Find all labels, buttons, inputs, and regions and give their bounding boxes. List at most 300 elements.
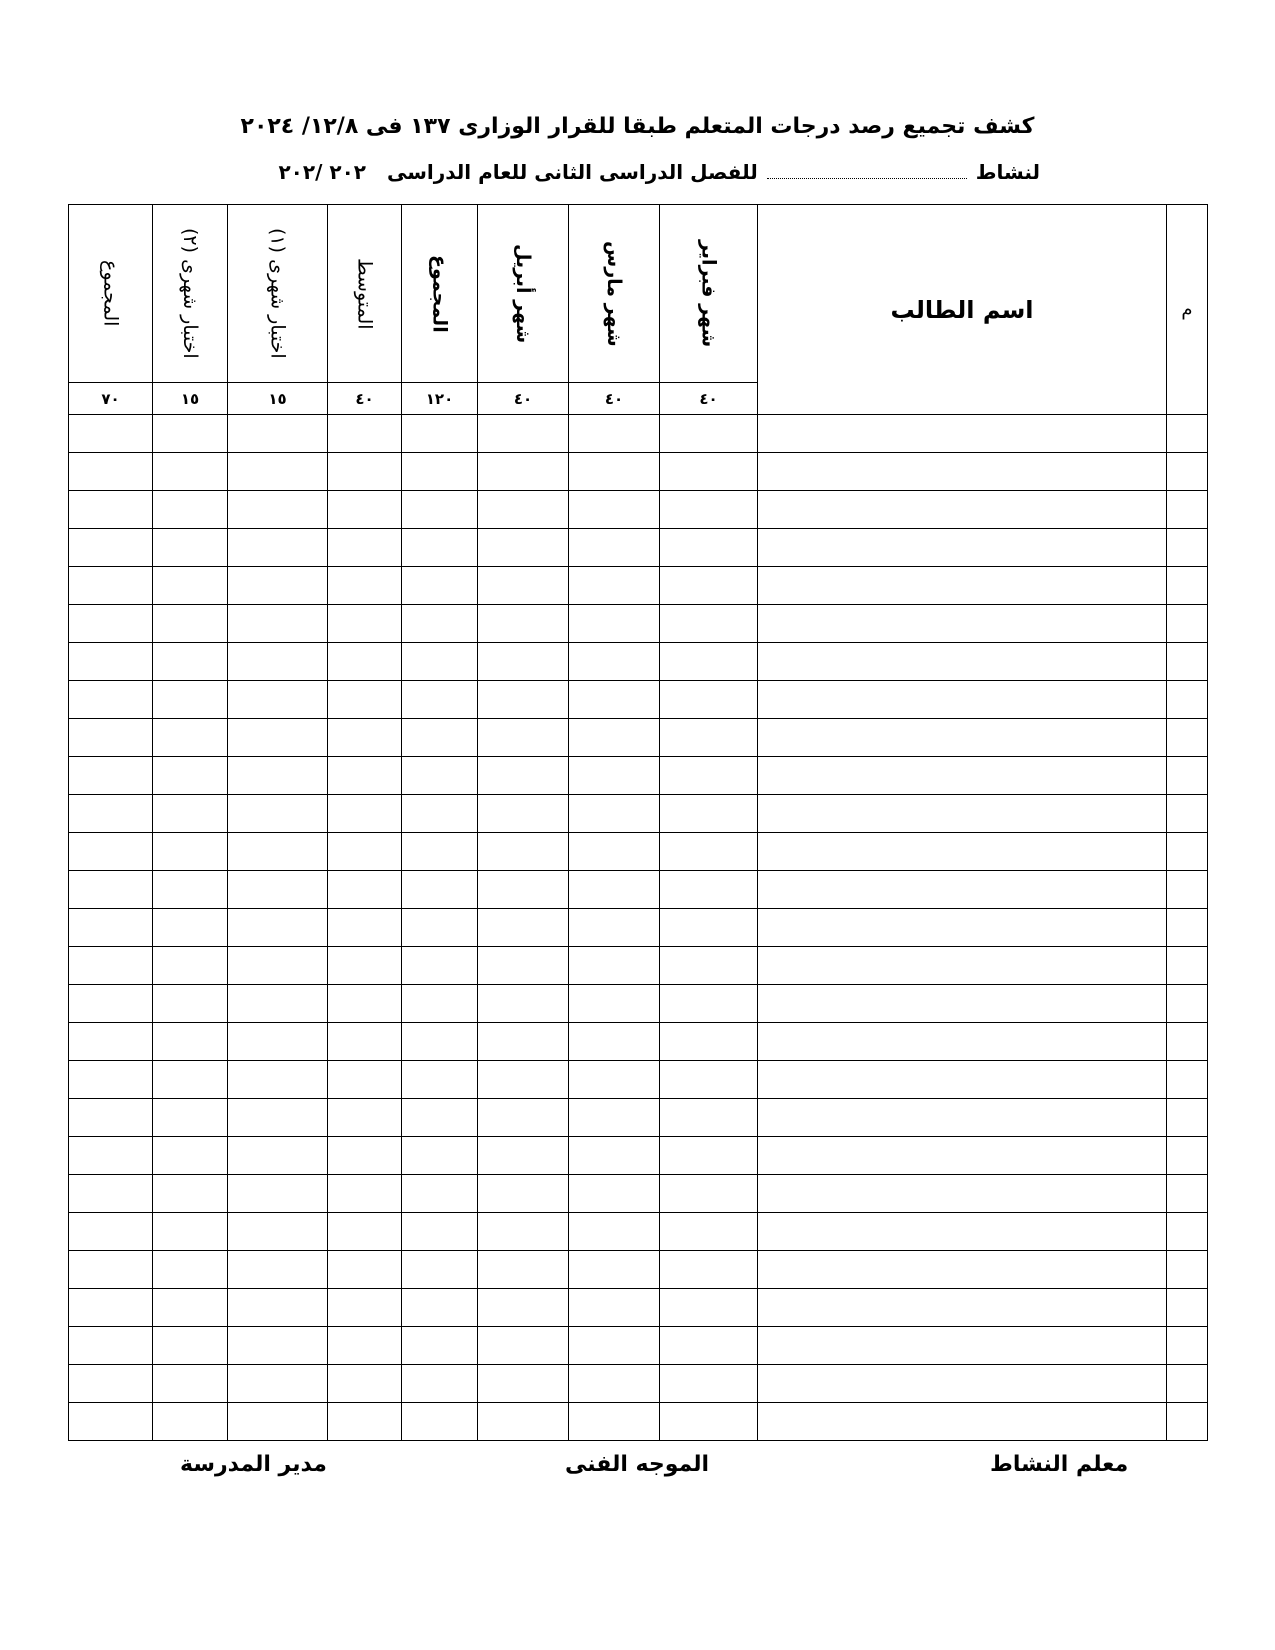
table-cell[interactable] <box>402 947 478 985</box>
table-cell[interactable] <box>328 529 402 567</box>
table-cell[interactable] <box>758 1213 1167 1251</box>
table-cell[interactable] <box>660 643 758 681</box>
table-cell[interactable] <box>478 605 569 643</box>
table-cell[interactable] <box>758 681 1167 719</box>
table-cell[interactable] <box>69 1061 153 1099</box>
table-cell[interactable] <box>328 719 402 757</box>
table-cell[interactable] <box>69 1403 153 1441</box>
table-cell[interactable] <box>228 453 328 491</box>
table-cell[interactable] <box>228 947 328 985</box>
table-row <box>69 1061 1208 1099</box>
table-cell[interactable] <box>153 757 228 795</box>
table-cell[interactable] <box>758 871 1167 909</box>
table-cell[interactable] <box>69 605 153 643</box>
table-cell[interactable] <box>402 1061 478 1099</box>
table-cell[interactable] <box>660 1251 758 1289</box>
table-cell[interactable] <box>153 567 228 605</box>
table-cell[interactable] <box>402 1137 478 1175</box>
table-cell[interactable] <box>569 1403 660 1441</box>
table-cell[interactable] <box>478 1403 569 1441</box>
table-cell[interactable] <box>328 833 402 871</box>
table-cell[interactable] <box>478 1023 569 1061</box>
table-cell[interactable] <box>1167 453 1208 491</box>
table-cell[interactable] <box>1167 605 1208 643</box>
table-cell[interactable] <box>228 529 328 567</box>
table-cell[interactable] <box>402 605 478 643</box>
table-cell[interactable] <box>153 909 228 947</box>
table-cell[interactable] <box>69 1327 153 1365</box>
table-cell[interactable] <box>478 491 569 529</box>
table-cell[interactable] <box>569 719 660 757</box>
table-cell[interactable] <box>328 795 402 833</box>
table-cell[interactable] <box>478 1251 569 1289</box>
table-cell[interactable] <box>660 833 758 871</box>
table-cell[interactable] <box>569 1365 660 1403</box>
table-cell[interactable] <box>758 567 1167 605</box>
table-cell[interactable] <box>569 491 660 529</box>
table-cell[interactable] <box>478 719 569 757</box>
table-cell[interactable] <box>402 833 478 871</box>
table-row <box>69 833 1208 871</box>
table-cell[interactable] <box>228 567 328 605</box>
table-cell[interactable] <box>228 415 328 453</box>
table-cell[interactable] <box>1167 1213 1208 1251</box>
table-cell[interactable] <box>660 795 758 833</box>
table-cell[interactable] <box>228 1327 328 1365</box>
table-cell[interactable] <box>153 1327 228 1365</box>
table-cell[interactable] <box>758 757 1167 795</box>
table-cell[interactable] <box>328 1403 402 1441</box>
table-cell[interactable] <box>69 681 153 719</box>
table-cell[interactable] <box>69 1137 153 1175</box>
table-cell[interactable] <box>569 529 660 567</box>
table-cell[interactable] <box>758 833 1167 871</box>
table-cell[interactable] <box>153 1365 228 1403</box>
table-cell[interactable] <box>1167 795 1208 833</box>
table-cell[interactable] <box>660 1327 758 1365</box>
table-cell[interactable] <box>1167 1099 1208 1137</box>
table-cell[interactable] <box>758 643 1167 681</box>
table-cell[interactable] <box>660 1099 758 1137</box>
table-cell[interactable] <box>1167 643 1208 681</box>
table-cell[interactable] <box>328 681 402 719</box>
table-row <box>69 415 1208 453</box>
table-cell[interactable] <box>569 1175 660 1213</box>
table-row <box>69 681 1208 719</box>
table-cell[interactable] <box>758 529 1167 567</box>
table-cell[interactable] <box>153 415 228 453</box>
table-cell[interactable] <box>478 1213 569 1251</box>
teacher-signature-label: معلم النشاط <box>990 1452 1129 1477</box>
table-cell[interactable] <box>153 833 228 871</box>
table-row <box>69 757 1208 795</box>
max-average: ٤٠ <box>328 383 402 415</box>
table-cell[interactable] <box>660 985 758 1023</box>
table-cell[interactable] <box>402 643 478 681</box>
table-cell[interactable] <box>228 871 328 909</box>
table-cell[interactable] <box>660 1175 758 1213</box>
table-cell[interactable] <box>153 1403 228 1441</box>
table-cell[interactable] <box>758 1365 1167 1403</box>
table-cell[interactable] <box>569 605 660 643</box>
table-cell[interactable] <box>69 1099 153 1137</box>
table-cell[interactable] <box>153 719 228 757</box>
table-cell[interactable] <box>228 1213 328 1251</box>
table-cell[interactable] <box>328 909 402 947</box>
table-cell[interactable] <box>153 1213 228 1251</box>
table-cell[interactable] <box>478 795 569 833</box>
table-cell[interactable] <box>153 1061 228 1099</box>
table-cell[interactable] <box>478 1327 569 1365</box>
table-cell[interactable] <box>153 453 228 491</box>
table-cell[interactable] <box>569 1137 660 1175</box>
table-cell[interactable] <box>69 567 153 605</box>
table-cell[interactable] <box>478 1061 569 1099</box>
table-cell[interactable] <box>402 415 478 453</box>
table-cell[interactable] <box>569 1099 660 1137</box>
table-cell[interactable] <box>69 795 153 833</box>
table-cell[interactable] <box>1167 1289 1208 1327</box>
table-cell[interactable] <box>660 1289 758 1327</box>
table-cell[interactable] <box>328 643 402 681</box>
table-cell[interactable] <box>660 529 758 567</box>
max-monthly-test-2: ١٥ <box>153 383 228 415</box>
col-header-total: المجموع <box>402 205 478 383</box>
table-cell[interactable] <box>660 1023 758 1061</box>
table-row <box>69 795 1208 833</box>
col-header-average: المتوسط <box>328 205 402 383</box>
table-cell[interactable] <box>228 1175 328 1213</box>
table-cell[interactable] <box>153 605 228 643</box>
table-cell[interactable] <box>758 605 1167 643</box>
table-cell[interactable] <box>1167 757 1208 795</box>
table-cell[interactable] <box>569 1251 660 1289</box>
table-cell[interactable] <box>569 795 660 833</box>
table-cell[interactable] <box>758 1403 1167 1441</box>
table-cell[interactable] <box>478 757 569 795</box>
table-cell[interactable] <box>660 947 758 985</box>
table-cell[interactable] <box>328 947 402 985</box>
table-cell[interactable] <box>569 453 660 491</box>
table-cell[interactable] <box>758 1023 1167 1061</box>
table-cell[interactable] <box>153 985 228 1023</box>
table-cell[interactable] <box>758 1289 1167 1327</box>
table-cell[interactable] <box>328 1213 402 1251</box>
table-cell[interactable] <box>478 909 569 947</box>
table-cell[interactable] <box>660 453 758 491</box>
table-cell[interactable] <box>758 1251 1167 1289</box>
table-row <box>69 643 1208 681</box>
table-cell[interactable] <box>1167 719 1208 757</box>
table-cell[interactable] <box>69 719 153 757</box>
table-cell[interactable] <box>569 1061 660 1099</box>
col-header-february: شهر فبراير <box>660 205 758 383</box>
table-cell[interactable] <box>660 1137 758 1175</box>
table-cell[interactable] <box>69 1251 153 1289</box>
table-cell[interactable] <box>153 1099 228 1137</box>
table-cell[interactable] <box>1167 567 1208 605</box>
table-cell[interactable] <box>328 1175 402 1213</box>
table-cell[interactable] <box>328 985 402 1023</box>
table-cell[interactable] <box>402 1023 478 1061</box>
table-cell[interactable] <box>228 605 328 643</box>
table-cell[interactable] <box>758 985 1167 1023</box>
table-cell[interactable] <box>478 529 569 567</box>
table-cell[interactable] <box>569 871 660 909</box>
table-cell[interactable] <box>758 1175 1167 1213</box>
grades-table <box>68 204 1208 1441</box>
table-cell[interactable] <box>660 909 758 947</box>
table-cell[interactable] <box>69 985 153 1023</box>
max-april: ٤٠ <box>478 383 569 415</box>
table-cell[interactable] <box>153 1175 228 1213</box>
table-cell[interactable] <box>402 529 478 567</box>
table-cell[interactable] <box>69 1365 153 1403</box>
table-row <box>69 1289 1208 1327</box>
table-cell[interactable] <box>1167 491 1208 529</box>
table-cell[interactable] <box>478 415 569 453</box>
table-cell[interactable] <box>478 1289 569 1327</box>
table-cell[interactable] <box>1167 985 1208 1023</box>
table-cell[interactable] <box>569 1213 660 1251</box>
table-cell[interactable] <box>1167 681 1208 719</box>
table-cell[interactable] <box>402 1365 478 1403</box>
table-cell[interactable] <box>228 1099 328 1137</box>
table-cell[interactable] <box>402 985 478 1023</box>
table-cell[interactable] <box>69 643 153 681</box>
table-cell[interactable] <box>569 909 660 947</box>
table-cell[interactable] <box>69 529 153 567</box>
table-cell[interactable] <box>660 567 758 605</box>
table-cell[interactable] <box>1167 833 1208 871</box>
table-cell[interactable] <box>228 1061 328 1099</box>
table-cell[interactable] <box>402 1251 478 1289</box>
table-cell[interactable] <box>153 1137 228 1175</box>
table-cell[interactable] <box>153 795 228 833</box>
table-cell[interactable] <box>660 605 758 643</box>
table-cell[interactable] <box>1167 1365 1208 1403</box>
table-cell[interactable] <box>478 1137 569 1175</box>
table-cell[interactable] <box>153 1289 228 1327</box>
table-cell[interactable] <box>758 1099 1167 1137</box>
table-cell[interactable] <box>69 1289 153 1327</box>
table-cell[interactable] <box>660 1403 758 1441</box>
table-cell[interactable] <box>328 415 402 453</box>
table-cell[interactable] <box>69 909 153 947</box>
table-cell[interactable] <box>328 757 402 795</box>
table-cell[interactable] <box>1167 1403 1208 1441</box>
table-cell[interactable] <box>402 795 478 833</box>
table-cell[interactable] <box>69 415 153 453</box>
table-cell[interactable] <box>328 491 402 529</box>
col-header-number: م <box>1167 205 1208 415</box>
table-cell[interactable] <box>228 681 328 719</box>
table-cell[interactable] <box>478 1099 569 1137</box>
table-cell[interactable] <box>228 1289 328 1327</box>
table-cell[interactable] <box>402 453 478 491</box>
table-cell[interactable] <box>153 1023 228 1061</box>
table-cell[interactable] <box>660 871 758 909</box>
table-cell[interactable] <box>478 681 569 719</box>
table-cell[interactable] <box>328 1289 402 1327</box>
table-cell[interactable] <box>228 795 328 833</box>
table-cell[interactable] <box>1167 529 1208 567</box>
col-header-march: شهر مارس <box>569 205 660 383</box>
table-cell[interactable] <box>228 643 328 681</box>
table-cell[interactable] <box>328 1251 402 1289</box>
table-cell[interactable] <box>328 1023 402 1061</box>
table-cell[interactable] <box>1167 1175 1208 1213</box>
table-cell[interactable] <box>758 909 1167 947</box>
table-cell[interactable] <box>660 719 758 757</box>
table-cell[interactable] <box>1167 1137 1208 1175</box>
table-cell[interactable] <box>328 453 402 491</box>
table-cell[interactable] <box>758 415 1167 453</box>
table-cell[interactable] <box>660 415 758 453</box>
col-header-total-final: المجموع <box>69 205 153 383</box>
table-cell[interactable] <box>1167 1061 1208 1099</box>
table-cell[interactable] <box>1167 871 1208 909</box>
table-cell[interactable] <box>402 1175 478 1213</box>
table-cell[interactable] <box>402 1403 478 1441</box>
table-cell[interactable] <box>569 757 660 795</box>
table-cell[interactable] <box>1167 1023 1208 1061</box>
table-cell[interactable] <box>328 1137 402 1175</box>
table-cell[interactable] <box>228 491 328 529</box>
table-cell[interactable] <box>328 1327 402 1365</box>
table-row <box>69 1327 1208 1365</box>
table-cell[interactable] <box>402 719 478 757</box>
table-cell[interactable] <box>153 529 228 567</box>
table-cell[interactable] <box>402 909 478 947</box>
table-cell[interactable] <box>402 1289 478 1327</box>
table-cell[interactable] <box>69 1175 153 1213</box>
table-cell[interactable] <box>758 491 1167 529</box>
table-cell[interactable] <box>569 985 660 1023</box>
table-cell[interactable] <box>69 453 153 491</box>
table-cell[interactable] <box>228 719 328 757</box>
table-cell[interactable] <box>758 795 1167 833</box>
table-cell[interactable] <box>228 909 328 947</box>
table-cell[interactable] <box>328 567 402 605</box>
table-cell[interactable] <box>328 605 402 643</box>
table-cell[interactable] <box>69 833 153 871</box>
table-cell[interactable] <box>228 1137 328 1175</box>
table-cell[interactable] <box>569 1289 660 1327</box>
table-cell[interactable] <box>660 1213 758 1251</box>
table-cell[interactable] <box>402 1099 478 1137</box>
table-cell[interactable] <box>153 947 228 985</box>
principal-signature-label: مدير المدرسة <box>180 1452 327 1477</box>
table-cell[interactable] <box>758 947 1167 985</box>
table-cell[interactable] <box>153 871 228 909</box>
table-row <box>69 491 1208 529</box>
table-cell[interactable] <box>228 1403 328 1441</box>
table-cell[interactable] <box>758 1327 1167 1365</box>
table-cell[interactable] <box>1167 947 1208 985</box>
table-cell[interactable] <box>478 1175 569 1213</box>
table-row <box>69 1137 1208 1175</box>
table-cell[interactable] <box>69 1213 153 1251</box>
table-cell[interactable] <box>69 871 153 909</box>
table-cell[interactable] <box>478 871 569 909</box>
table-cell[interactable] <box>402 871 478 909</box>
max-monthly-test-1: ١٥ <box>228 383 328 415</box>
table-cell[interactable] <box>1167 909 1208 947</box>
table-cell[interactable] <box>569 833 660 871</box>
table-cell[interactable] <box>1167 1327 1208 1365</box>
table-cell[interactable] <box>228 1023 328 1061</box>
table-cell[interactable] <box>478 453 569 491</box>
table-row <box>69 909 1208 947</box>
table-cell[interactable] <box>569 415 660 453</box>
table-cell[interactable] <box>1167 1251 1208 1289</box>
table-cell[interactable] <box>153 1251 228 1289</box>
table-cell[interactable] <box>660 681 758 719</box>
table-cell[interactable] <box>153 681 228 719</box>
table-cell[interactable] <box>153 643 228 681</box>
table-cell[interactable] <box>660 1365 758 1403</box>
table-cell[interactable] <box>402 757 478 795</box>
table-cell[interactable] <box>660 491 758 529</box>
subtitle-line <box>222 160 1040 184</box>
table-cell[interactable] <box>228 833 328 871</box>
table-cell[interactable] <box>153 491 228 529</box>
table-cell[interactable] <box>569 1023 660 1061</box>
table-cell[interactable] <box>569 681 660 719</box>
table-cell[interactable] <box>69 947 153 985</box>
table-cell[interactable] <box>758 453 1167 491</box>
table-cell[interactable] <box>69 757 153 795</box>
table-cell[interactable] <box>569 947 660 985</box>
table-cell[interactable] <box>660 1061 758 1099</box>
table-cell[interactable] <box>402 567 478 605</box>
table-row <box>69 1213 1208 1251</box>
table-cell[interactable] <box>478 947 569 985</box>
table-cell[interactable] <box>758 1137 1167 1175</box>
table-cell[interactable] <box>328 1061 402 1099</box>
table-cell[interactable] <box>228 985 328 1023</box>
table-cell[interactable] <box>478 1365 569 1403</box>
table-cell[interactable] <box>478 567 569 605</box>
table-cell[interactable] <box>660 757 758 795</box>
col-header-monthly-test-1: اختبار شهرى (١) <box>228 205 328 383</box>
table-cell[interactable] <box>328 1099 402 1137</box>
table-cell[interactable] <box>402 1327 478 1365</box>
table-cell[interactable] <box>758 1061 1167 1099</box>
table-cell[interactable] <box>478 643 569 681</box>
table-cell[interactable] <box>228 757 328 795</box>
table-cell[interactable] <box>758 719 1167 757</box>
table-cell[interactable] <box>478 833 569 871</box>
table-cell[interactable] <box>328 871 402 909</box>
table-cell[interactable] <box>402 491 478 529</box>
table-cell[interactable] <box>228 1251 328 1289</box>
table-cell[interactable] <box>478 985 569 1023</box>
table-cell[interactable] <box>1167 415 1208 453</box>
table-cell[interactable] <box>69 1023 153 1061</box>
table-cell[interactable] <box>328 1365 402 1403</box>
table-cell[interactable] <box>402 1213 478 1251</box>
table-cell[interactable] <box>402 681 478 719</box>
activity-label: لنشاط <box>975 160 1040 184</box>
table-cell[interactable] <box>569 1327 660 1365</box>
table-cell[interactable] <box>228 1365 328 1403</box>
table-cell[interactable] <box>569 643 660 681</box>
table-cell[interactable] <box>69 491 153 529</box>
table-row <box>69 1403 1208 1441</box>
table-cell[interactable] <box>569 567 660 605</box>
